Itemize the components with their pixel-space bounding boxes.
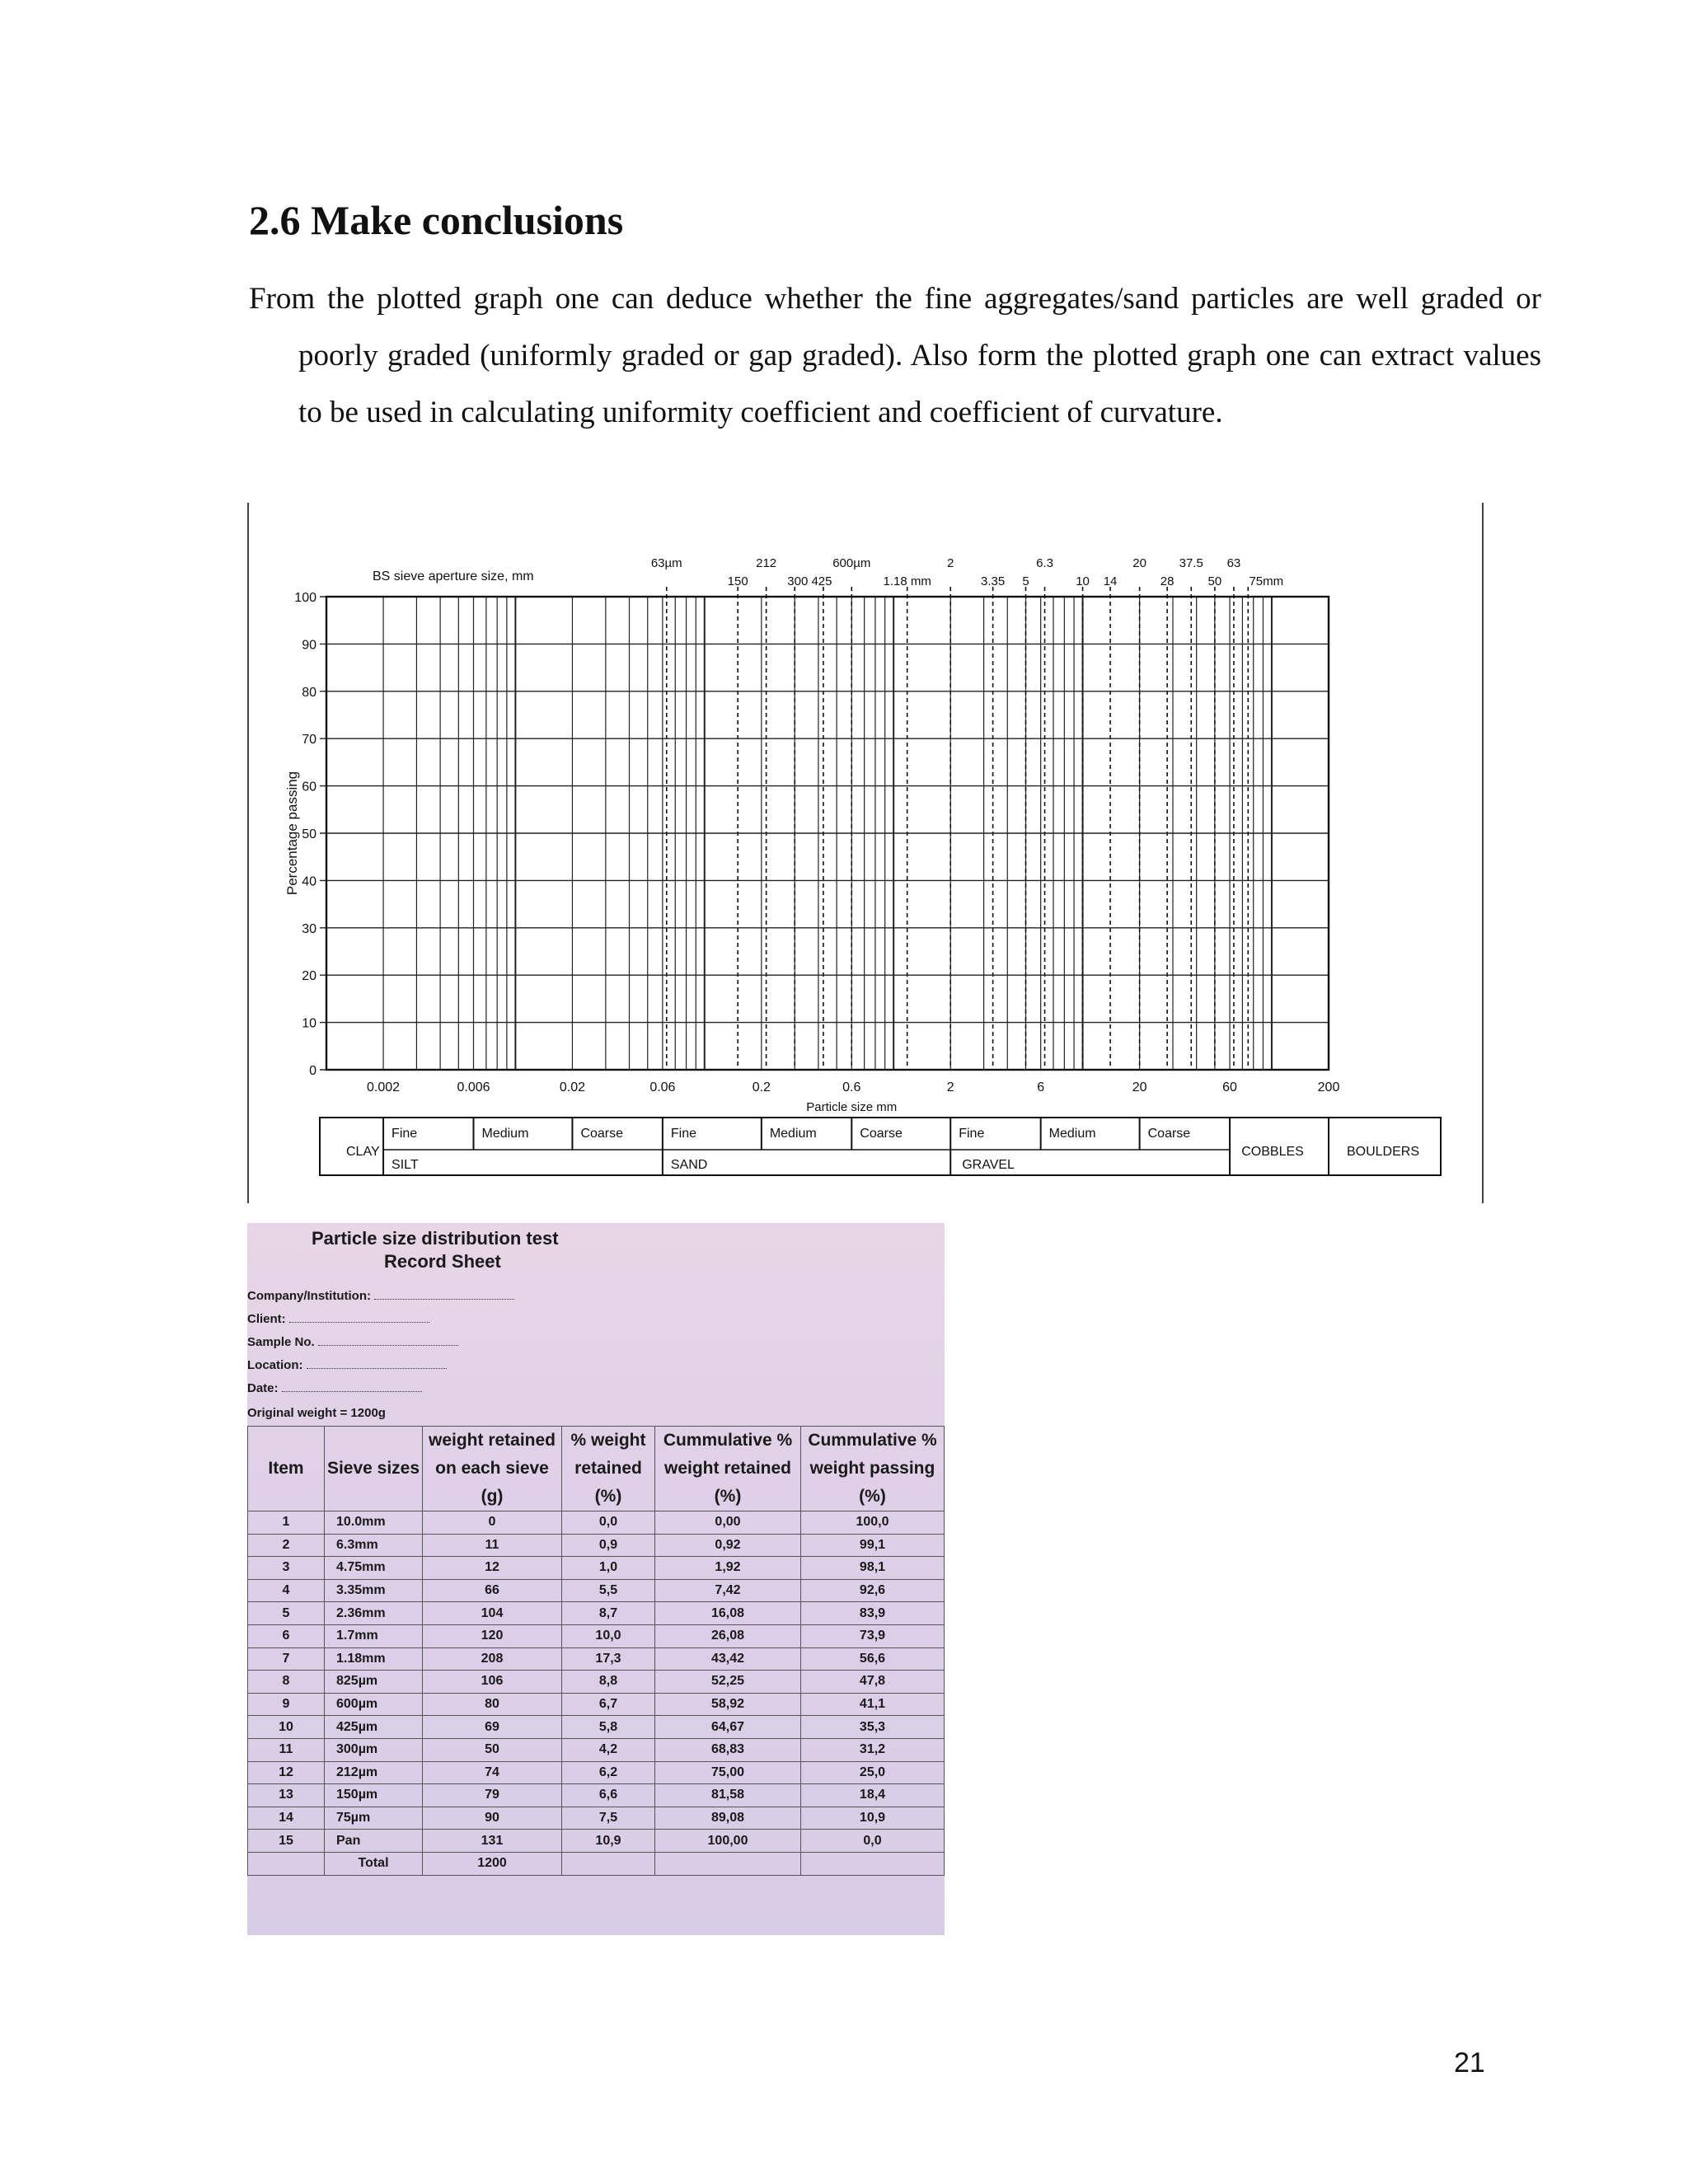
table-cell: 81,58 (655, 1784, 801, 1807)
table-cell: 41,1 (801, 1693, 945, 1716)
y-tick-label: 30 (302, 921, 316, 936)
sieve-label: 300 425 (787, 574, 832, 588)
table-cell: 2.36mm (325, 1602, 423, 1625)
class-subdivision: Coarse (1147, 1127, 1191, 1141)
col-header-sieve: Sieve sizes (325, 1427, 423, 1511)
table-cell: 89,08 (655, 1807, 801, 1830)
sieve-label: 28 (1160, 574, 1175, 588)
table-cell: 56,6 (801, 1647, 945, 1671)
table-cell: 5,5 (562, 1579, 655, 1602)
x-tick-label: 200 (1317, 1080, 1340, 1094)
table-total-row (248, 1852, 945, 1875)
table-cell: 150µm (325, 1784, 423, 1807)
table-row (248, 1557, 945, 1580)
y-tick-label: 70 (302, 733, 316, 748)
table-cell: 825µm (325, 1671, 423, 1694)
sieve-label: 14 (1103, 574, 1118, 588)
col-header-percent: % weight retained (%) (562, 1427, 655, 1511)
class-subdivision: Fine (959, 1127, 985, 1141)
y-tick-label: 60 (302, 780, 316, 794)
table-cell: 58,92 (655, 1693, 801, 1716)
table-cell: 0,0 (801, 1830, 945, 1853)
section-heading: 2.6 Make conclusions (249, 197, 624, 243)
class-boulders: BOULDERS (1346, 1145, 1420, 1159)
sheet-field-company: Company/Institution: (247, 1289, 514, 1303)
table-cell: 1.18mm (325, 1647, 423, 1671)
class-subdivision: Medium (769, 1127, 817, 1141)
table-cell: 0,0 (562, 1511, 655, 1535)
table-row (248, 1579, 945, 1602)
table-cell: 74 (423, 1761, 562, 1784)
table-cell: 106 (423, 1671, 562, 1694)
table-cell: 75,00 (655, 1761, 801, 1784)
table-cell: 6,2 (562, 1761, 655, 1784)
table-cell: 79 (423, 1784, 562, 1807)
class-clay: CLAY (346, 1145, 380, 1159)
table-cell (655, 1852, 801, 1875)
table-cell: 4.75mm (325, 1557, 423, 1580)
table-cell: 13 (248, 1784, 325, 1807)
sieve-label: 5 (1022, 574, 1029, 588)
sheet-subtitle: Record Sheet (384, 1251, 501, 1272)
col-header-item: Item (248, 1427, 325, 1511)
y-tick-label: 20 (302, 969, 316, 984)
sheet-field-date: Date: (247, 1381, 422, 1395)
table-cell: 1.7mm (325, 1624, 423, 1647)
sieve-label: 150 (727, 574, 748, 588)
table-cell: 10,0 (562, 1624, 655, 1647)
table-cell: 8,8 (562, 1671, 655, 1694)
class-silt: SILT (392, 1158, 419, 1172)
table-cell: 131 (423, 1830, 562, 1853)
col-header-weight: weight retained on each sieve (g) (423, 1427, 562, 1511)
table-cell: 66 (423, 1579, 562, 1602)
table-row (248, 1647, 945, 1671)
table-cell: 14 (248, 1807, 325, 1830)
table-cell: 7 (248, 1647, 325, 1671)
y-axis-label: Percentage passing (284, 771, 300, 896)
table-cell: 3 (248, 1557, 325, 1580)
table-cell: 18,4 (801, 1784, 945, 1807)
table-cell: 208 (423, 1647, 562, 1671)
col-header-cum-passing: Cummulative % weight passing (%) (801, 1427, 945, 1511)
table-row (248, 1671, 945, 1694)
y-tick-label: 0 (309, 1064, 316, 1078)
sieve-label: 20 (1132, 556, 1146, 570)
sheet-field-sample: Sample No. (247, 1335, 458, 1349)
table-cell: 0,92 (655, 1534, 801, 1557)
x-tick-label: 0.6 (842, 1080, 861, 1094)
sieve-label: 63µm (650, 556, 682, 570)
table-cell: 10,9 (801, 1807, 945, 1830)
grading-chart-svg (249, 503, 1482, 1203)
sieve-label: 6.3 (1036, 556, 1053, 570)
conclusion-paragraph: From the plotted graph one can deduce whether the fine aggregates/sand particles are well graded or poorly graded (uniformly graded or gap graded). Also form the plotted graph one can extract values to be used in calculating uniformity coefficient and coefficient of curvature. (249, 282, 1541, 429)
table-cell: 73,9 (801, 1624, 945, 1647)
table-cell: 2 (248, 1534, 325, 1557)
class-subdivision: Coarse (860, 1127, 903, 1141)
sheet-field-location: Location: (247, 1358, 447, 1372)
table-cell: 12 (248, 1761, 325, 1784)
table-cell: 0,9 (562, 1534, 655, 1557)
class-subdivision: Medium (1048, 1127, 1096, 1141)
table-cell: 69 (423, 1716, 562, 1739)
y-tick-label: 10 (302, 1016, 316, 1031)
sheet-field-original-weight: Original weight = 1200g (247, 1406, 386, 1420)
table-cell: 6,6 (562, 1784, 655, 1807)
table-cell: 11 (423, 1534, 562, 1557)
table-cell (801, 1852, 945, 1875)
class-cobbles: COBBLES (1241, 1145, 1304, 1159)
class-sand: SAND (670, 1158, 708, 1172)
table-cell (248, 1852, 325, 1875)
col-header-cum-retained: Cummulative % weight retained (%) (655, 1427, 801, 1511)
table-row (248, 1716, 945, 1739)
table-cell: 35,3 (801, 1716, 945, 1739)
sieve-label: 212 (756, 556, 777, 570)
table-cell: Pan (325, 1830, 423, 1853)
table-cell: 92,6 (801, 1579, 945, 1602)
table-header-row (248, 1427, 945, 1511)
table-cell: 100,00 (655, 1830, 801, 1853)
x-axis-label: Particle size mm (806, 1100, 898, 1114)
table-cell: 5,8 (562, 1716, 655, 1739)
table-cell: 98,1 (801, 1557, 945, 1580)
table-cell: 68,83 (655, 1738, 801, 1761)
table-cell: 6.3mm (325, 1534, 423, 1557)
sieve-label: 1.18 mm (883, 574, 931, 588)
table-cell: 100,0 (801, 1511, 945, 1535)
sheet-title: Particle size distribution test (312, 1228, 559, 1249)
table-row (248, 1761, 945, 1784)
x-tick-label: 60 (1222, 1080, 1237, 1094)
table-cell: 99,1 (801, 1534, 945, 1557)
table-cell: 25,0 (801, 1761, 945, 1784)
table-cell: 10.0mm (325, 1511, 423, 1535)
class-subdivision: Coarse (580, 1127, 624, 1141)
table-cell: 0,00 (655, 1511, 801, 1535)
table-cell: 1 (248, 1511, 325, 1535)
table-row (248, 1738, 945, 1761)
table-cell: 31,2 (801, 1738, 945, 1761)
table-cell: 9 (248, 1693, 325, 1716)
y-tick-label: 40 (302, 874, 316, 889)
table-cell: 75µm (325, 1807, 423, 1830)
class-subdivision: Fine (392, 1127, 418, 1141)
table-row (248, 1693, 945, 1716)
table-cell: 300µm (325, 1738, 423, 1761)
y-tick-label: 50 (302, 827, 316, 841)
class-subdivision: Medium (481, 1127, 529, 1141)
table-cell: 50 (423, 1738, 562, 1761)
y-tick-label: 80 (302, 685, 316, 700)
y-tick-label: 90 (302, 638, 316, 653)
table-cell: 10 (248, 1716, 325, 1739)
table-row (248, 1784, 945, 1807)
table-cell: 120 (423, 1624, 562, 1647)
top-axis-title: BS sieve aperture size, mm (373, 569, 534, 583)
x-tick-label: 6 (1037, 1080, 1045, 1094)
table-row (248, 1624, 945, 1647)
table-cell: 1,0 (562, 1557, 655, 1580)
table-cell: 1200 (423, 1852, 562, 1875)
y-tick-label: 100 (294, 591, 316, 605)
table-cell: 83,9 (801, 1602, 945, 1625)
table-row (248, 1534, 945, 1557)
record-sheet-photo (247, 1223, 945, 1935)
sieve-results-table (247, 1426, 945, 1876)
x-tick-label: 0.02 (559, 1080, 586, 1094)
x-tick-label: 2 (946, 1080, 954, 1094)
table-cell: 90 (423, 1807, 562, 1830)
table-cell: Total (325, 1852, 423, 1875)
table-cell: 12 (423, 1557, 562, 1580)
table-cell: 4 (248, 1579, 325, 1602)
page-number: 21 (1454, 2047, 1485, 2079)
sieve-label: 2 (947, 556, 954, 570)
table-cell: 11 (248, 1738, 325, 1761)
table-cell: 52,25 (655, 1671, 801, 1694)
table-cell: 0 (423, 1511, 562, 1535)
sieve-label: 600µm (832, 556, 871, 570)
table-cell: 7,42 (655, 1579, 801, 1602)
table-cell: 64,67 (655, 1716, 801, 1739)
table-cell: 10,9 (562, 1830, 655, 1853)
table-cell: 4,2 (562, 1738, 655, 1761)
table-cell: 6,7 (562, 1693, 655, 1716)
table-cell: 17,3 (562, 1647, 655, 1671)
table-row (248, 1830, 945, 1853)
table-cell: 43,42 (655, 1647, 801, 1671)
table-cell: 5 (248, 1602, 325, 1625)
table-cell: 7,5 (562, 1807, 655, 1830)
table-cell: 26,08 (655, 1624, 801, 1647)
sieve-label: 37.5 (1179, 556, 1203, 570)
table-cell: 6 (248, 1624, 325, 1647)
x-tick-label: 0.2 (752, 1080, 771, 1094)
grading-chart (247, 503, 1484, 1203)
sheet-field-client: Client: (247, 1312, 429, 1326)
table-cell: 16,08 (655, 1602, 801, 1625)
table-cell: 212µm (325, 1761, 423, 1784)
x-tick-label: 0.006 (457, 1080, 490, 1094)
sieve-label: 63 (1226, 556, 1241, 570)
table-cell: 80 (423, 1693, 562, 1716)
table-cell: 8,7 (562, 1602, 655, 1625)
table-cell: 3.35mm (325, 1579, 423, 1602)
table-cell: 104 (423, 1602, 562, 1625)
x-tick-label: 0.06 (649, 1080, 676, 1094)
table-row (248, 1807, 945, 1830)
table-cell: 600µm (325, 1693, 423, 1716)
table-cell: 47,8 (801, 1671, 945, 1694)
sieve-label: 75mm (1249, 574, 1284, 588)
sieve-label: 10 (1076, 574, 1090, 588)
x-tick-label: 0.002 (367, 1080, 401, 1094)
sieve-label: 3.35 (981, 574, 1006, 588)
x-tick-label: 20 (1132, 1080, 1147, 1094)
table-cell: 1,92 (655, 1557, 801, 1580)
table-cell: 8 (248, 1671, 325, 1694)
table-cell (562, 1852, 655, 1875)
sieve-label: 50 (1207, 574, 1222, 588)
table-row (248, 1602, 945, 1625)
class-gravel: GRAVEL (962, 1158, 1015, 1172)
table-row (248, 1511, 945, 1535)
class-subdivision: Fine (670, 1127, 697, 1141)
table-cell: 425µm (325, 1716, 423, 1739)
table-cell: 15 (248, 1830, 325, 1853)
